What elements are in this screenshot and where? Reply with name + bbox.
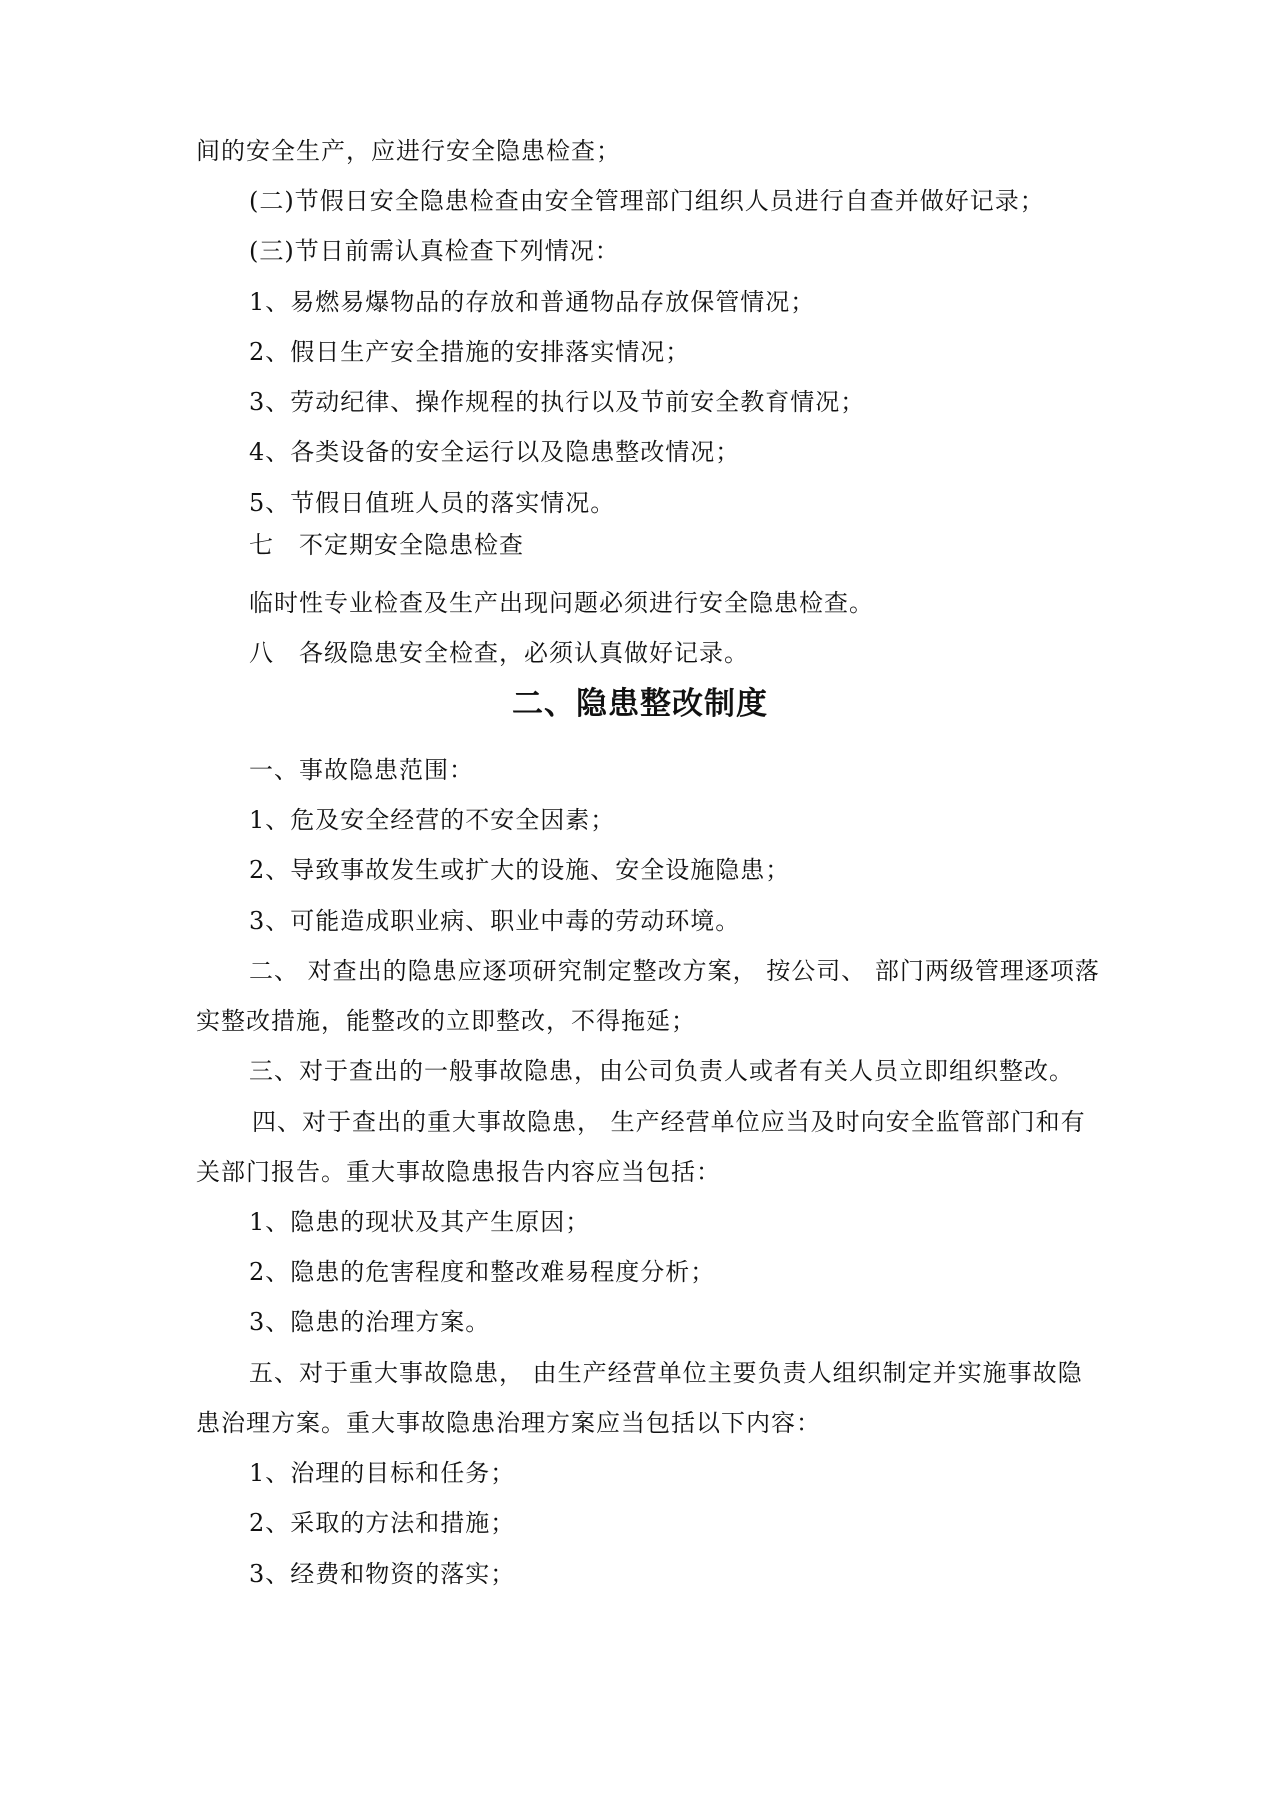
section-title: 二、隐患整改制度: [512, 686, 768, 722]
list-item: 3、经费和物资的落实；: [249, 1560, 516, 1588]
text-line: 三、对于查出的一般事故隐患，由公司负责人或者有关人员立即组织整改。: [249, 1057, 1074, 1085]
list-item: 5、节假日值班人员的落实情况。: [249, 489, 616, 517]
text-line: 间的安全生产，应进行安全隐患检查；: [196, 137, 621, 165]
list-item: 2、假日生产安全措施的安排落实情况；: [249, 338, 691, 366]
text-line: 四、对于查出的重大事故隐患， 生产经营单位应当及时向安全监管部门和有: [252, 1108, 1086, 1136]
text-line: 临时性专业检查及生产出现问题必须进行安全隐患检查。: [249, 589, 874, 617]
text-line: 实整改措施，能整改的立即整改，不得拖延；: [196, 1007, 696, 1035]
list-item: 3、可能造成职业病、职业中毒的劳动环境。: [249, 907, 741, 935]
text-line: 二、 对查出的隐患应逐项研究制定整改方案， 按公司、 部门两级管理逐项落: [249, 957, 1100, 985]
clause-heading: 七 不定期安全隐患检查: [249, 531, 524, 559]
clause-heading: 八 各级隐患安全检查，必须认真做好记录。: [249, 639, 749, 667]
text-line: 关部门报告。重大事故隐患报告内容应当包括：: [196, 1158, 721, 1186]
text-line: (二)节假日安全隐患检查由安全管理部门组织人员进行自查并做好记录；: [249, 187, 1045, 215]
list-item: 1、易燃易爆物品的存放和普通物品存放保管情况；: [249, 288, 816, 316]
text-line: 五、对于重大事故隐患， 由生产经营单位主要负责人组织制定并实施事故隐: [249, 1359, 1083, 1387]
list-item: 2、隐患的危害程度和整改难易程度分析；: [249, 1258, 716, 1286]
text-line: (三)节日前需认真检查下列情况：: [249, 237, 620, 265]
clause-heading: 一、事故隐患范围：: [249, 756, 474, 784]
list-item: 1、隐患的现状及其产生原因；: [249, 1208, 591, 1236]
list-item: 3、劳动纪律、操作规程的执行以及节前安全教育情况；: [249, 388, 866, 416]
text-line: 患治理方案。重大事故隐患治理方案应当包括以下内容：: [196, 1409, 821, 1437]
list-item: 1、危及安全经营的不安全因素；: [249, 806, 616, 834]
list-item: 2、采取的方法和措施；: [249, 1509, 516, 1537]
list-item: 2、导致事故发生或扩大的设施、安全设施隐患；: [249, 856, 791, 884]
list-item: 4、各类设备的安全运行以及隐患整改情况；: [249, 438, 741, 466]
list-item: 3、隐患的治理方案。: [249, 1308, 491, 1336]
list-item: 1、治理的目标和任务；: [249, 1459, 516, 1487]
